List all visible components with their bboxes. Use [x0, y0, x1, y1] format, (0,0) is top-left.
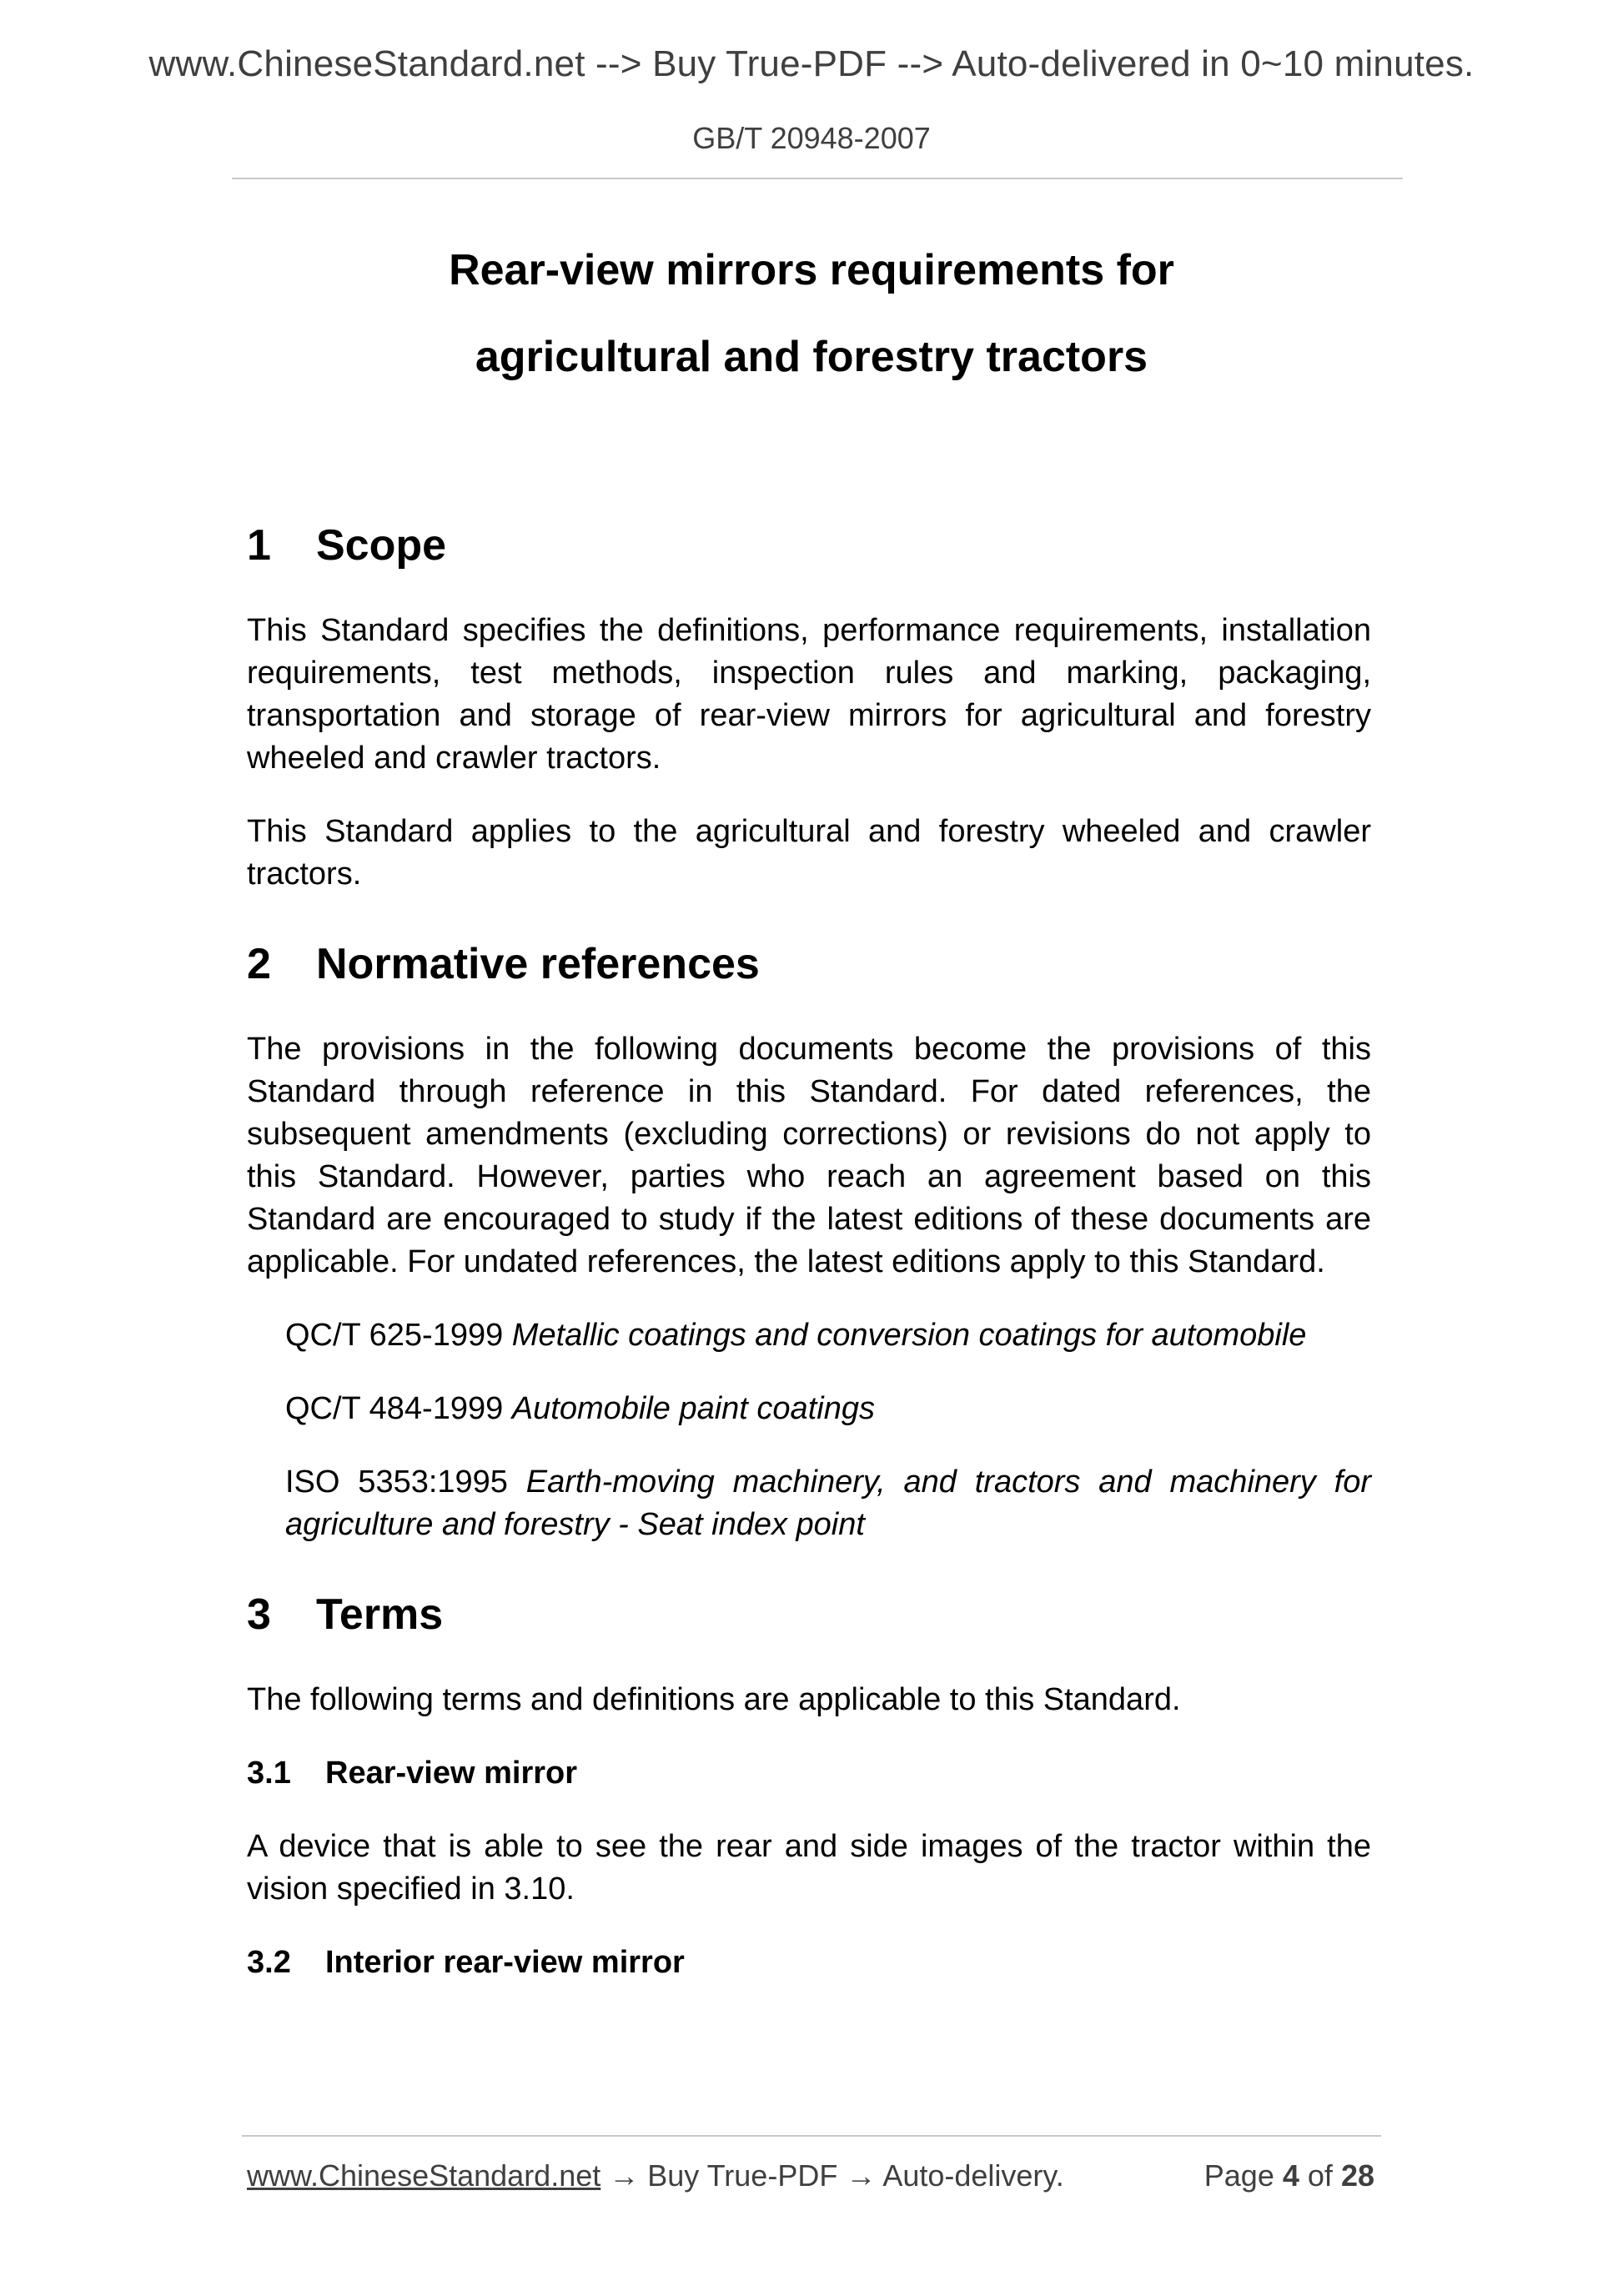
reference-code: QC/T 484-1999 [285, 1391, 504, 1426]
section-title: Terms [316, 1590, 444, 1639]
document-body [247, 510, 1371, 1984]
section-number: 3 [247, 1590, 271, 1639]
page-indicator [1204, 2158, 1374, 2193]
section-number: 2 [247, 940, 271, 988]
section-number: 1 [247, 521, 271, 570]
header-banner: www.ChineseStandard.net --> Buy True-PDF --> Auto-delivered in 0~10 minutes. [148, 43, 1475, 84]
reference-code: ISO 5353:1995 [285, 1465, 508, 1500]
reference-title: Automobile paint coatings [511, 1391, 875, 1426]
page-footer [247, 2158, 1374, 2193]
document-title-line2: agricultural and forestry tractors [475, 333, 1148, 381]
page-number: 4 [1282, 2158, 1299, 2193]
scope-paragraph-2: This Standard applies to the agricultural and forestry wheeled and crawler tractors. [247, 814, 1371, 892]
standard-code: GB/T 20948-2007 [692, 121, 931, 155]
section-heading-scope [247, 510, 1371, 580]
terms-intro: The following terms and definitions are applicable to this Standard. [247, 1682, 1181, 1717]
header-divider [232, 178, 1403, 179]
total-pages: 28 [1340, 2158, 1374, 2193]
term-definition: A device that is able to see the rear and side images of the tractor within the vision specified in 3.10. [247, 1829, 1371, 1907]
of-label: of [1307, 2158, 1333, 2193]
term-number: 3.2 [247, 1945, 291, 1980]
term-heading-rear-view-mirror [247, 1752, 1371, 1795]
reference-title: Earth-moving machinery, and tractors and machinery for agriculture and forestry - Seat index point [285, 1465, 1371, 1542]
normative-paragraph: The provisions in the following documents become the provisions of this Standard through reference in this Standard. For dated references, the subsequent amendments (excluding corrections) or revisions do not apply to this Standard. However, parties who reach an agreement based on this Standard are encouraged to study if the latest editions of these documents are applicable. For undated references, the latest editions apply to this Standard. [247, 1032, 1371, 1279]
reference-item [285, 1314, 1371, 1357]
footer-link[interactable]: www.ChineseStandard.net [247, 2158, 601, 2193]
reference-code: QC/T 625-1999 [285, 1318, 504, 1353]
term-number: 3.1 [247, 1756, 291, 1791]
section-title: Scope [316, 521, 447, 570]
document-title [0, 227, 1623, 400]
term-title: Interior rear-view mirror [325, 1945, 685, 1980]
section-heading-terms [247, 1580, 1371, 1650]
section-heading-normative-references [247, 929, 1371, 999]
term-heading-interior-rear-view-mirror [247, 1942, 1371, 1984]
document-title-line1: Rear-view mirrors requirements for [449, 246, 1174, 294]
reference-item [285, 1461, 1371, 1546]
term-title: Rear-view mirror [325, 1756, 578, 1791]
footer-left [247, 2158, 1064, 2193]
page-label: Page [1203, 2158, 1274, 2193]
reference-title: Metallic coatings and conversion coatings for automobile [511, 1318, 1307, 1353]
footer-tail: → Buy True-PDF → Auto-delivery. [600, 2158, 1064, 2193]
scope-paragraph-1: This Standard specifies the definitions, performance requirements, installation requirements, test methods, inspection rules and marking, packaging, transportation and storage of rear-view mirrors for agricultural and forestry wheeled and crawler tractors. [247, 613, 1371, 776]
section-title: Normative references [316, 940, 760, 988]
footer-divider [242, 2135, 1381, 2137]
reference-item [285, 1388, 1371, 1430]
